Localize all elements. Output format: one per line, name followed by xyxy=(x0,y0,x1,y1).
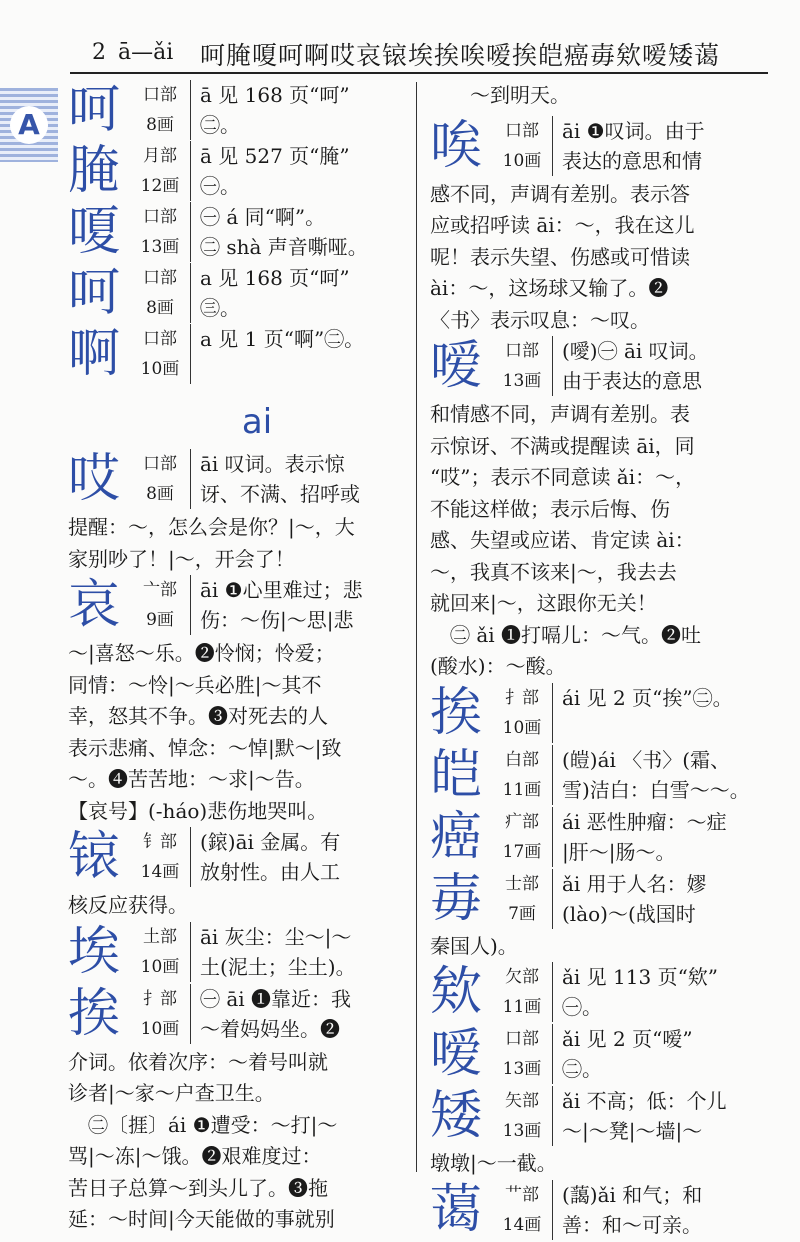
radical-info: 口部 10画 xyxy=(130,324,191,384)
definition-line: ㊁ ǎi ❶打嗝儿：～气。❷吐 xyxy=(430,622,702,647)
definition-line: 诊者|～家～户查卫生。 xyxy=(68,1081,275,1105)
headword: 锿 xyxy=(68,827,121,887)
definition: āi ❶叹词。由于 表达的意思和情 xyxy=(562,118,705,173)
definition-line: 不能这样做；表示后悔、伤 xyxy=(430,496,670,521)
definition-line: 延：～时间|今天能做的事就别 xyxy=(68,1207,335,1231)
definition: ㊀ āi ❶靠近：我 ～着妈妈坐。❷ xyxy=(200,986,352,1041)
radical-info: 欠部 11画 xyxy=(492,962,553,1022)
definition: a 见 168 页“呵” ㊂。 xyxy=(200,266,350,320)
radical-info: 白部 11画 xyxy=(492,745,553,805)
entry xyxy=(430,1024,768,1086)
headword: 皑 xyxy=(430,744,483,805)
definition-line: 介词。依着次序：～着号叫就 xyxy=(68,1049,328,1074)
headword: 呵 xyxy=(68,263,121,323)
entry xyxy=(68,575,406,827)
definition-line: 〈书〉表示叹息：～叹。 xyxy=(430,307,650,332)
headword: 哀 xyxy=(68,575,121,635)
definition: āi ❶心里难过；悲 伤：～伤|～思|悲 xyxy=(200,578,363,632)
entry xyxy=(430,1086,768,1180)
entry xyxy=(68,80,406,141)
radical-info: 月部 12画 xyxy=(130,141,191,201)
radical-info: 口部 8画 xyxy=(130,449,191,509)
radical-info: 亠部 9画 xyxy=(130,575,191,635)
radical-info: 艹部 14画 xyxy=(492,1180,553,1240)
definition-line: ài：～，这场球又输了。❷ xyxy=(430,276,669,300)
radical-info: 钅部 14画 xyxy=(130,827,191,887)
definition-line: 就回来|～，这跟你无关！ xyxy=(430,591,657,615)
definition: ǎi 见 2 页“嗳” ㊁。 xyxy=(562,1027,693,1081)
entry xyxy=(68,202,406,263)
definition-line: 幸，怒其不争。❸对死去的人 xyxy=(68,704,328,728)
headword: 嗳 xyxy=(430,1024,483,1084)
page-header xyxy=(0,34,800,74)
definition-line: 和情感不同，声调有差别。表 xyxy=(430,402,690,426)
radical-info: 士部 7画 xyxy=(492,869,553,929)
entry xyxy=(430,336,768,683)
headword: 挨 xyxy=(430,682,483,743)
headword: 癌 xyxy=(430,806,483,867)
column-divider xyxy=(416,82,417,1172)
radical-info: 口部 8画 xyxy=(130,80,191,140)
headword: 毐 xyxy=(430,868,483,929)
headword: 啊 xyxy=(68,324,121,384)
definition: (噯)㊀ āi 叹词。 由于表达的意思 xyxy=(562,339,709,393)
definition-line: 呢！表示失望、伤感或可惜读 xyxy=(430,244,690,269)
definition-line: (酸水)：～酸。 xyxy=(430,654,566,678)
definition: ǎi 见 113 页“欸” ㊀。 xyxy=(562,965,719,1019)
definition: ā 见 168 页“呵” ㊁。 xyxy=(200,83,350,137)
radical-info: 口部 8画 xyxy=(130,263,191,323)
headword: 嗳 xyxy=(430,336,483,396)
definition-line: ～|喜怒～乐。❷怜悯；怜爱； xyxy=(68,641,335,665)
headword: 矮 xyxy=(430,1086,483,1146)
definition: ái 恶性肿瘤：～症 |肝～|肠～。 xyxy=(562,809,727,864)
definition-line: 秦国人)。 xyxy=(430,933,518,958)
definition: (藹)ǎi 和气；和 善：和～可亲。 xyxy=(562,1182,703,1237)
tab-letter: A xyxy=(10,106,48,144)
definition-line: 表示悲痛、悼念：～悼|默～|致 xyxy=(68,735,342,760)
entry xyxy=(430,116,768,337)
definition-line: 家别吵了！|～，开会了！ xyxy=(68,546,295,571)
section-heading: ai xyxy=(241,402,273,442)
entry xyxy=(430,1180,768,1242)
definition: ǎi 用于人名：嫪 (lào)～(战国时 xyxy=(562,871,707,926)
definition: ái 见 2 页“挨”㊁。 xyxy=(562,685,733,710)
right-column xyxy=(430,80,768,1242)
definition-line: 示惊讶、不满或提醒读 āi，同 xyxy=(430,433,695,458)
definition-line: 墩墩|～一截。 xyxy=(430,1151,557,1175)
entry xyxy=(68,827,406,922)
radical-info: 口部 10画 xyxy=(492,116,553,176)
headword: 挨 xyxy=(68,983,121,1044)
entry xyxy=(430,869,768,963)
definition: āi 叹词。表示惊 讶、不满、招呼或 xyxy=(200,452,360,506)
continued-line: ～到明天。 xyxy=(470,83,570,107)
headword: 唉 xyxy=(430,115,483,176)
definition: ㊀ á 同“啊”。 ㊁ shà 声音嘶哑。 xyxy=(200,205,368,259)
radical-info: 疒部 17画 xyxy=(492,807,553,867)
definition: ǎi 不高；低：个儿 ～|～凳|～墙|～ xyxy=(562,1089,727,1143)
section-tab xyxy=(0,88,58,162)
entry xyxy=(430,807,768,869)
definition-line: ～。❹苦苦地：～求|～告。 xyxy=(68,767,315,791)
definition-line: 提醒：～，怎么会是你？|～，大 xyxy=(68,515,355,539)
entry xyxy=(68,141,406,202)
headword: 欸 xyxy=(430,962,483,1022)
definition-line: 应或招呼读 āi：～，我在这儿 xyxy=(430,213,695,237)
definition-line: ～，我真不该来|～，我去去 xyxy=(430,559,677,584)
definition: ā 见 527 页“腌” ㊀。 xyxy=(200,144,350,198)
entry xyxy=(68,324,406,385)
definition-line: 苦日子总算～到头儿了。❸拖 xyxy=(68,1175,328,1200)
definition-line: 感、失望或应诺、肯定读 ài： xyxy=(430,528,695,552)
radical-info: 土部 10画 xyxy=(130,922,191,982)
entry xyxy=(430,745,768,807)
definition: (鎄)āi 金属。有 放射性。由人工 xyxy=(200,830,341,884)
radical-info: 扌部 10画 xyxy=(492,683,553,743)
definition: a 见 1 页“啊”㊁。 xyxy=(200,327,365,351)
headword: 埃 xyxy=(68,921,121,982)
entry xyxy=(430,962,768,1024)
definition-line: 同情：～怜|～兵必胜|～其不 xyxy=(68,672,322,697)
entry xyxy=(68,984,406,1236)
entry xyxy=(68,449,406,575)
definition: (皚)ái 〈书〉(霜、 雪)洁白：白雪～～。 xyxy=(562,747,750,802)
definition-line: 感不同，声调有差别。表示答 xyxy=(430,181,690,206)
definition-line: “哎”；表示不同意读 ǎi：～， xyxy=(430,465,696,489)
definition-line: 骂|～冻|～饿。❷艰难度过： xyxy=(68,1144,322,1168)
entry xyxy=(68,263,406,324)
entry xyxy=(430,683,768,745)
definition: āi 灰尘：尘～|～ 土(泥土；尘土)。 xyxy=(200,924,356,979)
left-column xyxy=(68,80,406,1236)
radical-info: 口部 13画 xyxy=(492,1024,553,1084)
entry xyxy=(68,922,406,984)
headword: 蔼 xyxy=(430,1179,483,1240)
page-number: 2 xyxy=(92,40,106,65)
radical-info: 矢部 13画 xyxy=(492,1086,553,1146)
pinyin-range: ā—ǎi xyxy=(118,40,174,65)
headword: 哎 xyxy=(68,449,121,509)
header-rule xyxy=(70,72,768,74)
header-characters: 呵腌嗄呵啊哎哀锿埃挨唉嗳挨皑癌毐欸嗳矮蔼 xyxy=(200,41,721,70)
headword: 腌 xyxy=(68,141,121,201)
radical-info: 扌部 10画 xyxy=(130,984,191,1044)
radical-info: 口部 13画 xyxy=(492,336,553,396)
definition-line: 核反应获得。 xyxy=(68,893,188,917)
radical-info: 口部 13画 xyxy=(130,202,191,262)
headword: 呵 xyxy=(68,80,121,140)
headword: 嗄 xyxy=(68,202,121,262)
compound-entry: 【哀号】(-háo)悲伤地哭叫。 xyxy=(68,798,328,823)
definition-line: ㊁〔捱〕ái ❶遭受：～打|～ xyxy=(68,1112,338,1137)
